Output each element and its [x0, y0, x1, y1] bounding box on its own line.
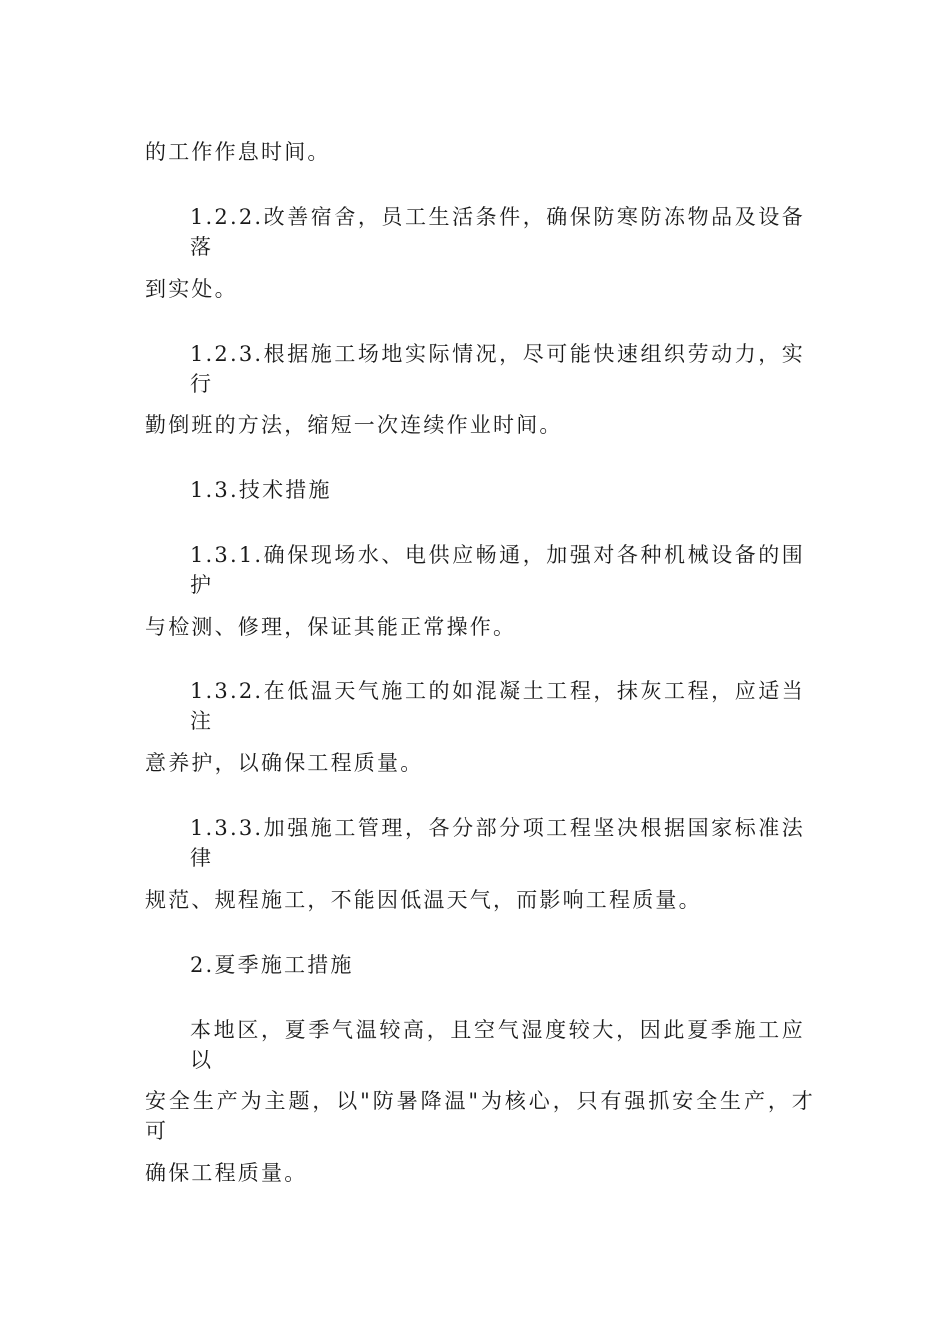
paragraph-line: 本地区，夏季气温较高，且空气湿度较大，因此夏季施工应以 [190, 1018, 805, 1072]
paragraph-line: 1.3.3.加强施工管理，各分部分项工程坚决根据国家标准法律 [190, 816, 805, 870]
paragraph-line: 的工作作息时间。 [145, 140, 331, 164]
paragraph-line: 1.3.1.确保现场水、电供应畅通，加强对各种机械设备的围护 [190, 543, 805, 597]
paragraph-line: 意养护，以确保工程质量。 [145, 751, 424, 775]
section-heading: 2.夏季施工措施 [190, 953, 354, 977]
paragraph-line: 安全生产为主题，以"防暑降温"为核心，只有强抓安全生产，才可 [145, 1089, 815, 1143]
paragraph-line: 到实处。 [145, 277, 238, 301]
paragraph-line: 确保工程质量。 [145, 1161, 308, 1185]
paragraph-line: 规范、规程施工，不能因低温天气，而影响工程质量。 [145, 888, 702, 912]
paragraph-line: 勤倒班的方法，缩短一次连续作业时间。 [145, 413, 563, 437]
paragraph-line: 1.3.2.在低温天气施工的如混凝土工程，抹灰工程，应适当注 [190, 679, 805, 733]
section-heading: 1.3.技术措施 [190, 478, 332, 502]
paragraph-line: 1.2.2.改善宿舍，员工生活条件，确保防寒防冻物品及设备落 [190, 205, 805, 259]
paragraph-line: 1.2.3.根据施工场地实际情况，尽可能快速组织劳动力，实行 [190, 342, 805, 396]
paragraph-line: 与检测、修理，保证其能正常操作。 [145, 615, 517, 639]
